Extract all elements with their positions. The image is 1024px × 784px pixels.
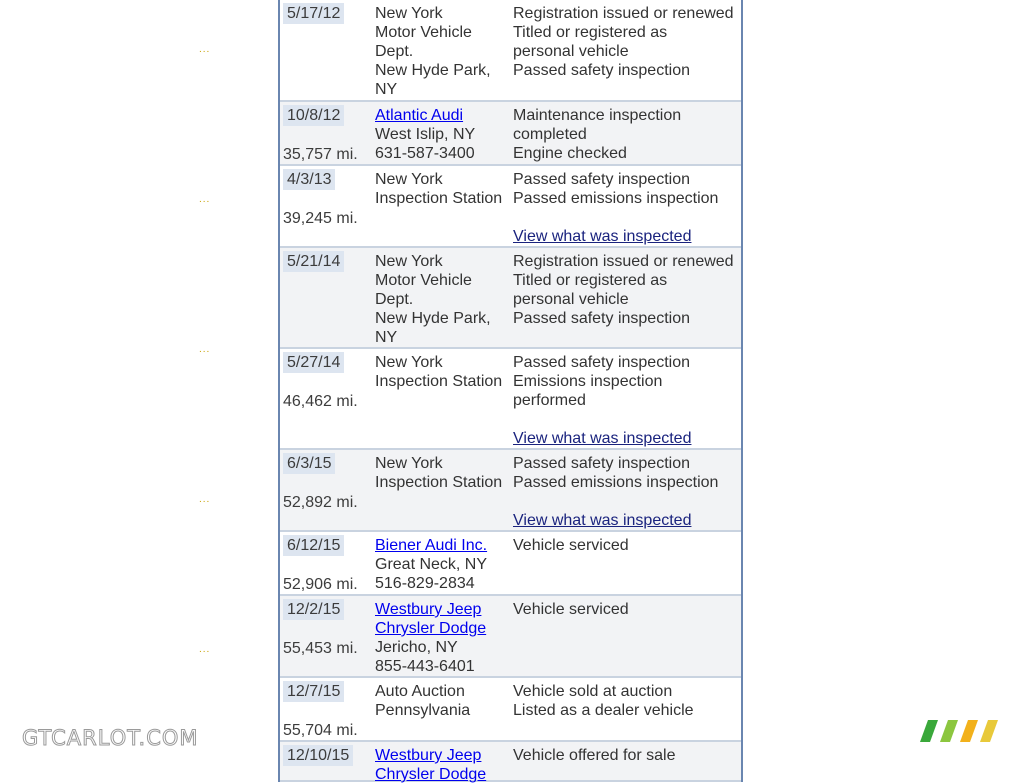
history-row <box>280 166 741 248</box>
record-source <box>375 170 502 208</box>
source-line: Dept. <box>375 43 414 60</box>
source-dealer-link[interactable]: Biener Audi Inc. <box>375 537 488 554</box>
source-dealer-link[interactable]: Atlantic Audi <box>375 107 464 124</box>
source-line: 516-829-2834 <box>375 575 475 592</box>
record-mileage: 55,704 mi. <box>283 722 358 739</box>
record-mileage: 35,757 mi. <box>283 146 358 163</box>
vehicle-history-table <box>278 0 743 782</box>
record-comments <box>513 746 675 765</box>
comment-line: Maintenance inspection <box>513 107 682 124</box>
record-date: 10/8/12 <box>283 105 344 126</box>
comment-line: Passed safety inspection <box>513 310 690 327</box>
comment-line: Registration issued or renewed <box>513 253 734 270</box>
comment-line: Titled or registered as <box>513 24 668 41</box>
comment-line: Passed safety inspection <box>513 62 690 79</box>
history-row <box>280 742 741 782</box>
record-date: 12/2/15 <box>283 599 344 620</box>
view-inspection-link[interactable]: View what was inspected <box>513 512 692 529</box>
watermark-logo: GTCARLOT.COM <box>22 726 199 750</box>
comment-line: Vehicle serviced <box>513 601 629 618</box>
source-line: 631-587-3400 <box>375 145 475 162</box>
comment-line: Passed safety inspection <box>513 354 690 371</box>
comment-line: performed <box>513 392 586 409</box>
record-comments <box>513 682 694 720</box>
source-line: New York <box>375 455 443 472</box>
source-line: New York <box>375 354 443 371</box>
record-comments <box>513 454 718 492</box>
history-row <box>280 0 741 102</box>
history-row <box>280 678 741 742</box>
source-dealer-link[interactable]: Westbury Jeep Chrysler Dodge <box>375 601 487 637</box>
record-date: 5/27/14 <box>283 352 344 373</box>
margin-marker: ... <box>199 194 211 205</box>
record-date: 4/3/13 <box>283 169 335 190</box>
comment-line: Vehicle offered for sale <box>513 747 676 764</box>
comment-line: completed <box>513 126 587 143</box>
margin-marker: ... <box>199 44 211 55</box>
source-line: 855-443-6401 <box>375 658 475 675</box>
record-comments <box>513 252 734 328</box>
source-line: New York <box>375 253 443 270</box>
record-comments <box>513 600 629 619</box>
source-line: Pennsylvania <box>375 702 471 719</box>
comment-line: Listed as a dealer vehicle <box>513 702 694 719</box>
source-line: Inspection Station <box>375 190 503 207</box>
comment-line: Passed safety inspection <box>513 171 690 188</box>
comment-line: Titled or registered as <box>513 272 668 289</box>
view-inspection-link[interactable]: View what was inspected <box>513 430 692 447</box>
record-mileage: 55,453 mi. <box>283 640 358 657</box>
view-inspection-link[interactable]: View what was inspected <box>513 228 692 245</box>
source-line: Motor Vehicle <box>375 24 472 41</box>
comment-line: Engine checked <box>513 145 627 162</box>
source-dealer-link[interactable]: Westbury Jeep Chrysler Dodge <box>375 747 487 783</box>
source-line: Inspection Station <box>375 373 503 390</box>
source-line: New Hyde Park, <box>375 62 491 79</box>
record-source <box>375 252 491 347</box>
margin-marker: ... <box>199 644 211 655</box>
record-date: 12/7/15 <box>283 681 344 702</box>
history-row <box>280 450 741 532</box>
history-row <box>280 596 741 678</box>
comment-line: Emissions inspection <box>513 373 663 390</box>
record-comments <box>513 353 690 410</box>
history-row <box>280 248 741 349</box>
record-comments <box>513 4 734 80</box>
record-source <box>375 746 486 784</box>
record-source <box>375 454 502 492</box>
record-mileage: 52,906 mi. <box>283 576 358 593</box>
record-mileage: 46,462 mi. <box>283 393 358 410</box>
record-source <box>375 536 487 593</box>
history-row <box>280 102 741 166</box>
history-row <box>280 532 741 596</box>
source-line: Inspection Station <box>375 474 503 491</box>
record-date: 6/12/15 <box>283 535 344 556</box>
comment-line: Passed emissions inspection <box>513 190 719 207</box>
source-line: Dept. <box>375 291 414 308</box>
source-line: New York <box>375 171 443 188</box>
source-line: New Hyde Park, <box>375 310 491 327</box>
brand-stripes-icon <box>920 720 998 742</box>
comment-line: Vehicle serviced <box>513 537 629 554</box>
source-line: Auto Auction <box>375 683 465 700</box>
comment-line: personal vehicle <box>513 43 629 60</box>
margin-marker: ... <box>199 494 211 505</box>
source-line: New York <box>375 5 443 22</box>
comment-line: Registration issued or renewed <box>513 5 734 22</box>
record-comments <box>513 106 681 163</box>
record-comments <box>513 170 718 208</box>
source-line: West Islip, NY <box>375 126 476 143</box>
source-line: Motor Vehicle <box>375 272 472 289</box>
comment-line: Vehicle sold at auction <box>513 683 673 700</box>
record-source <box>375 600 486 676</box>
record-comments <box>513 536 629 555</box>
record-source <box>375 106 475 163</box>
source-line: NY <box>375 329 398 346</box>
source-line: Jericho, NY <box>375 639 458 656</box>
source-line: NY <box>375 81 398 98</box>
record-source <box>375 4 491 99</box>
source-line: Great Neck, NY <box>375 556 488 573</box>
record-source <box>375 682 470 720</box>
comment-line: Passed emissions inspection <box>513 474 719 491</box>
record-mileage: 39,245 mi. <box>283 210 358 227</box>
history-row <box>280 349 741 450</box>
comment-line: personal vehicle <box>513 291 629 308</box>
record-date: 12/10/15 <box>283 745 353 766</box>
record-source <box>375 353 502 391</box>
record-date: 5/17/12 <box>283 3 344 24</box>
record-date: 5/21/14 <box>283 251 344 272</box>
margin-marker: ... <box>199 344 211 355</box>
record-date: 6/3/15 <box>283 453 335 474</box>
record-mileage: 52,892 mi. <box>283 494 358 511</box>
comment-line: Passed safety inspection <box>513 455 690 472</box>
